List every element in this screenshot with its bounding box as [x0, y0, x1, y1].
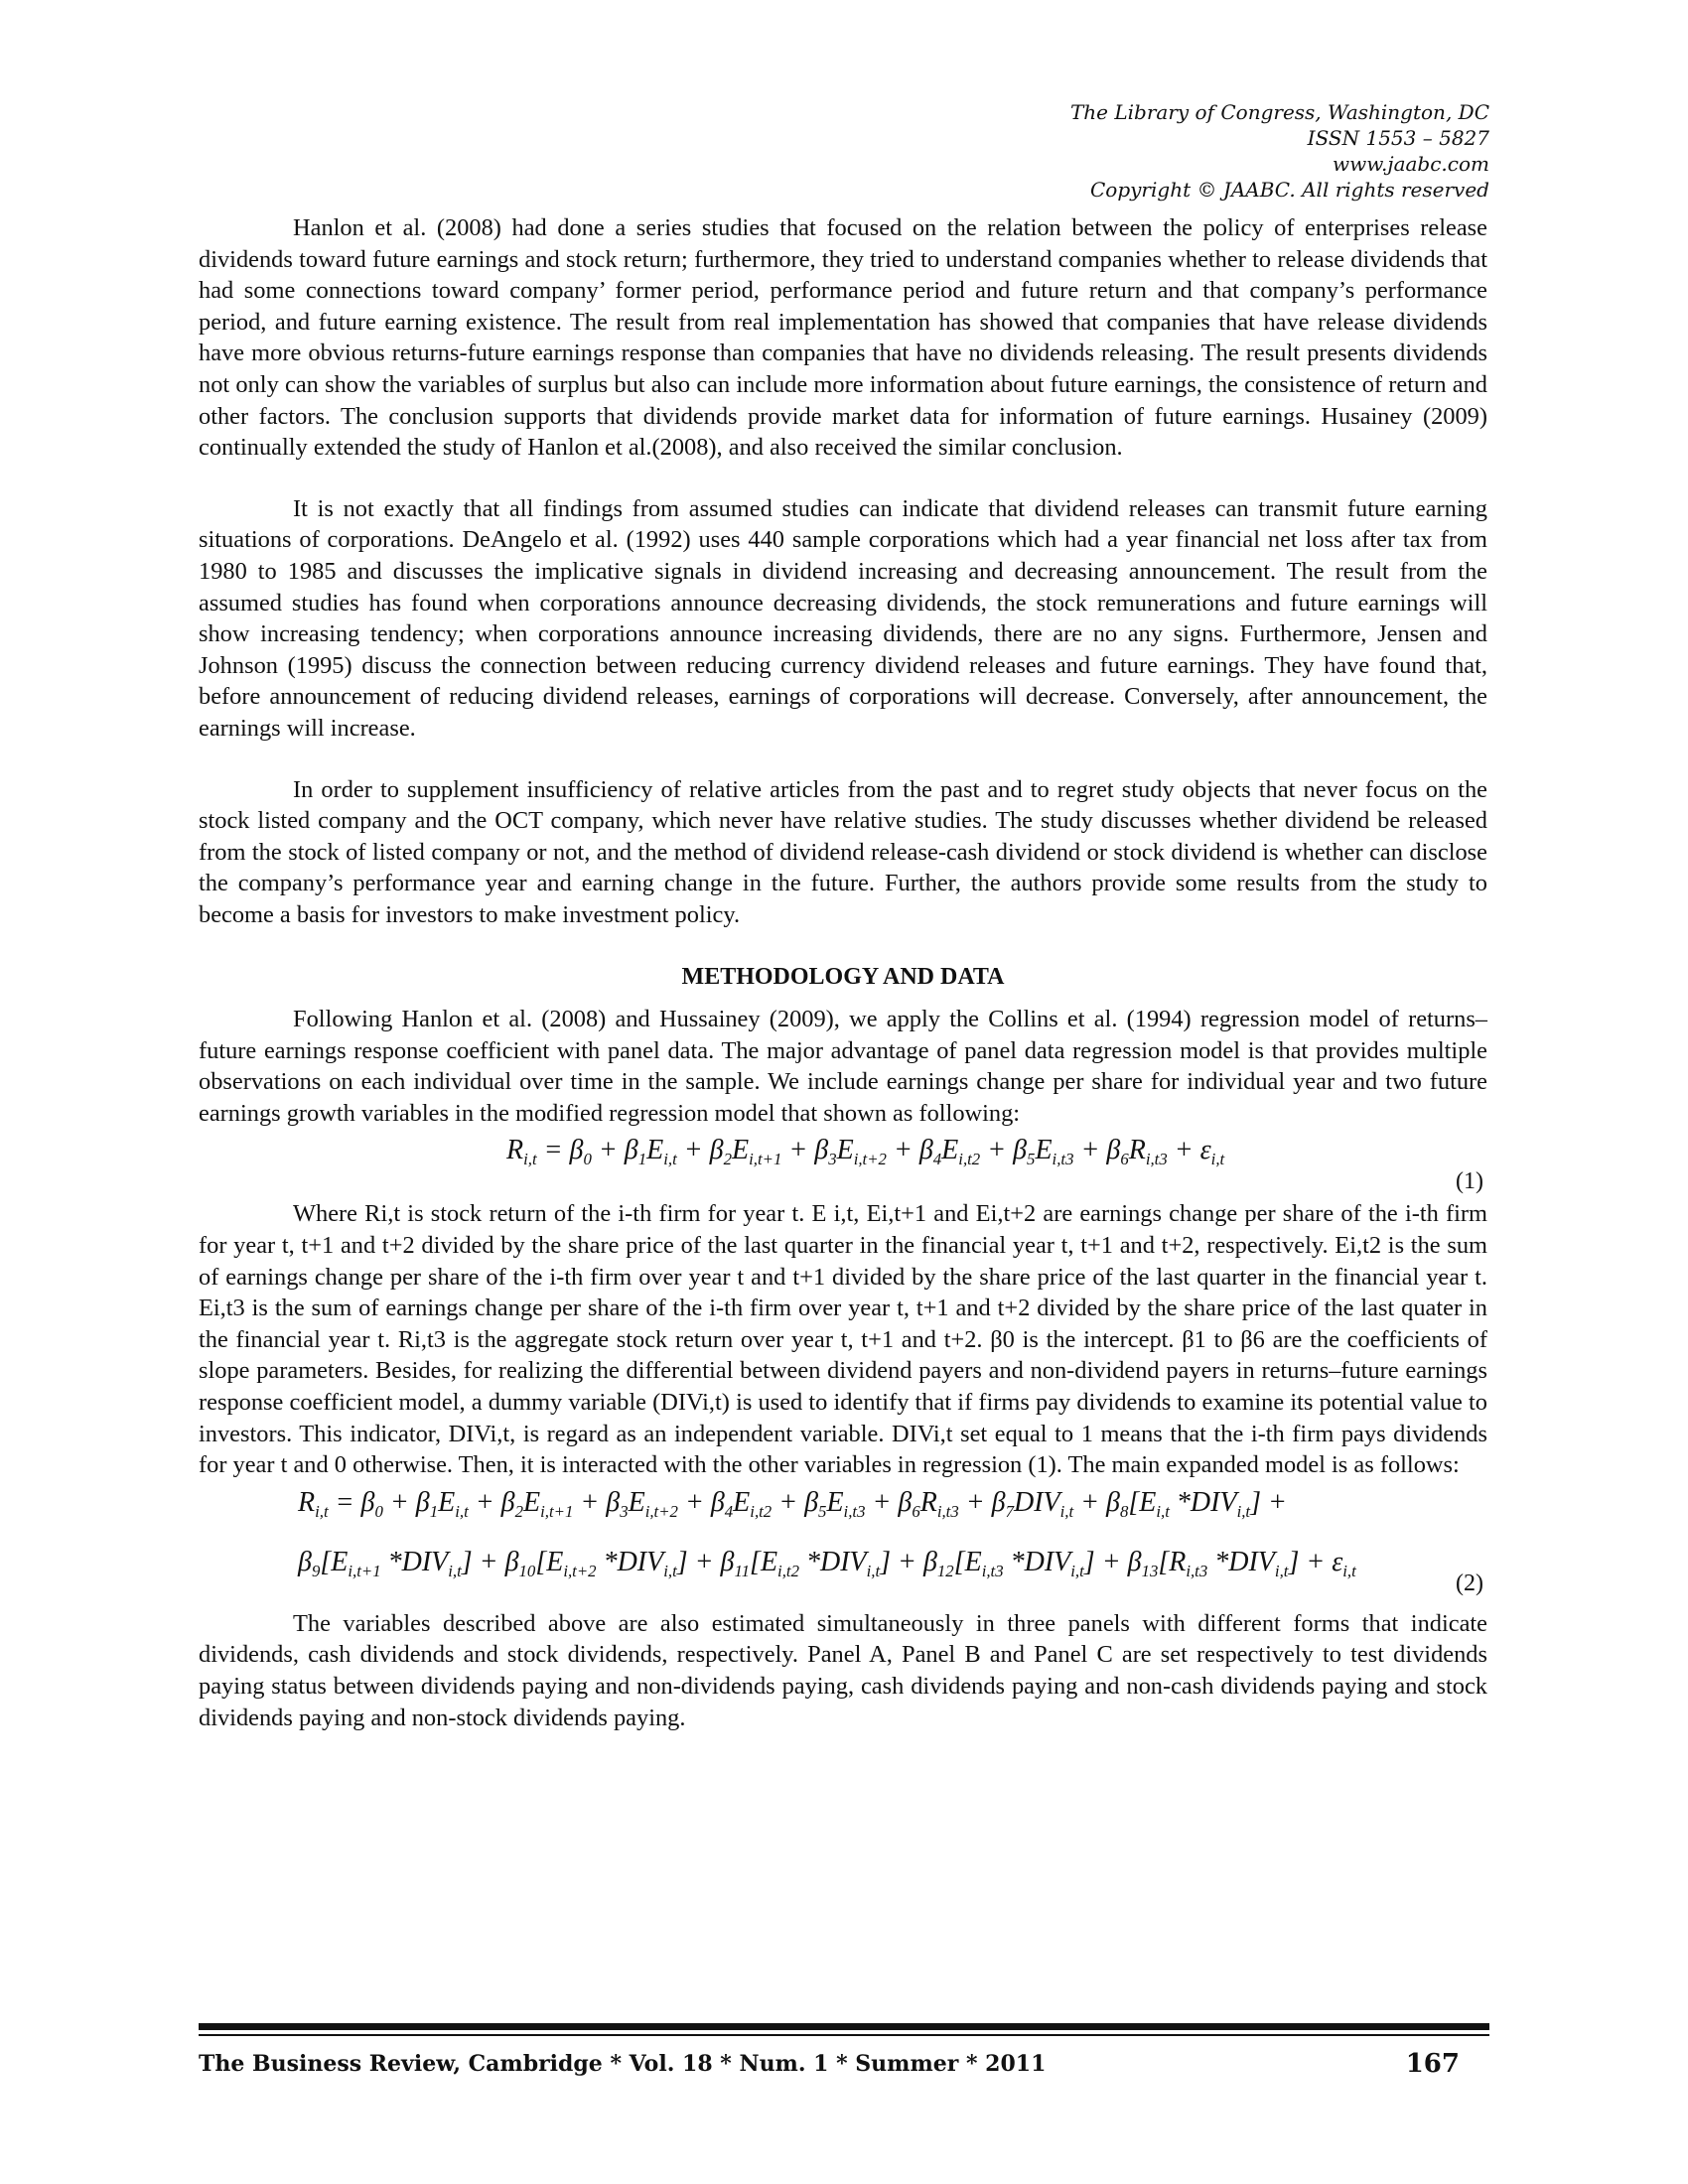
header-publisher: The Library of Congress, Washington, DC — [1069, 100, 1489, 124]
method-paragraph: Following Hanlon et al. (2008) and Hussainey (2009), we apply the Collins et al. (1994) regression model of returns–future earnings response coefficient with panel data. The major advantage of panel data regression model is that provides multiple observations on each individual over time in the sample. We include earnings change per share for individual year and two future earnings growth variables in the modified regression model that shown as following: — [199, 1006, 1487, 1127]
equation-2-line-1: $R_{i,t} = \beta_0 + \beta_1E_{i,t} + \beta_2E_{i,t+1} + \beta_3E_{i,t+2} + \beta_4E_{i,t2} + \beta_5E_{i,t3} + \beta_6R_{i,t3} + \beta_7DIV_{i,t} + \beta_8[E_{i,t}$ $*DIV_{i,t}$] + — [298, 1486, 1287, 1521]
running-footer — [199, 2047, 1489, 2083]
header-copyright: Copyright © JAABC. All rights reserved — [1089, 178, 1489, 202]
footer-rule-thick — [199, 2023, 1489, 2030]
footer-rule-thin — [199, 2034, 1489, 2036]
equation-1-number: (1) — [1456, 1168, 1483, 1195]
where-paragraph: Where Ri,t is stock return of the i-th firm for year t. E i,t, Ei,t+1 and Ei,t+2 are earnings change per share of the i-th firm for year t, t+1 and t+2 divided by the share price of the last quarter in the financial year t, t+1 and t+2, respectively. Ei,t2 is the sum of earnings change per share of the i-th firm over year t and t+1 divided by the share price of the last quarter in the financial year t. Ei,t3 is the sum of earnings change per share of the i-th firm over year t, t+1 and t+2 divided by the share price of the last quater in the financial year t. Ri,t3 is the aggregate stock return over year t, t+1 and t+2. β0 is the intercept. β1 to β6 are the coefficients of slope parameters. Besides, for realizing the differential between dividend payers and non-dividend payers in returns–future earnings response coefficient model, a dummy variable (DIVi,t) is used to identify that if firms pay dividends to examine its potential value to investors. This indicator, DIVi,t, is regard as an independent variable. DIVi,t set equal to 1 means that the i-th firm pays dividends for year t and 0 otherwise. Then, it is interacted with the other variables in regression (1). The main expanded model is as follows: — [199, 1200, 1487, 1479]
running-header — [794, 99, 1489, 203]
equation-1-expression: $R_{i,t} = \beta_0 + \beta_1E_{i,t} + \beta_2E_{i,t+1} + \beta_3E_{i,t+2} + \beta_4E_{i,t2} + \beta_5E_{i,t3} + \beta_6R_{i,t3} + \varepsilon_{i,t}$ — [506, 1135, 1225, 1169]
equation-2-line-2: $\beta_9[E_{i,t+1}$ $*DIV_{i,t}] + \beta_{10}[E_{i,t+2}$ $*DIV_{i,t}] + \beta_{11}[E_{i,t2}$ $*DIV_{i,t}] + \beta_{12}[E_{i,t3}$ $*DIV_{i,t}] + \beta_{13}[R_{i,t3}$ $*DIV_{i,t}] + \varepsilon_{i,t}$ — [298, 1546, 1356, 1580]
equation-2-number: (2) — [1456, 1570, 1483, 1596]
paragraph-3: In order to supplement insufficiency of relative articles from the past and to regret study objects that never focus on the stock listed company and the OCT company, which never have relative studies. The study discusses whether dividend be released from the stock of listed company or not, and the method of dividend release-cash dividend or stock dividend is whether can disclose the company’s performance year and earning change in the future. Further, the authors provide some results from the study to become a basis for investors to make investment policy. — [199, 775, 1487, 928]
header-issn: ISSN 1553 – 5827 — [1307, 126, 1489, 150]
paragraph-1: Hanlon et al. (2008) had done a series studies that focused on the relation between the policy of enterprises release dividends toward future earnings and stock return; furthermore, they tried to understand companies whether to release dividends that had some connections toward company’ former period, performance period and future return and that company’s performance period, and future earning existence. The result from real implementation has showed that companies that have release dividends have more obvious returns-future earnings response than companies that have no dividends releasing. The result presents dividends not only can show the variables of surplus but also can include more information about future earnings, the consistence of return and other factors. The conclusion supports that dividends provide market data for information of future earnings. Husainey (2009) continually extended the study of Hanlon et al.(2008), and also received the similar conclusion. — [199, 214, 1487, 462]
final-paragraph: The variables described above are also estimated simultaneously in three panels with different forms that indicate dividends, cash dividends and stock dividends, respectively. Panel A, Panel B and Panel C are set respectively to test dividends paying status between dividends paying and non-dividends paying, cash dividends paying and non-cash dividends paying and stock dividends paying and non-stock dividends paying. — [199, 1609, 1487, 1731]
page-number: 167 — [1405, 2049, 1460, 2079]
header-website: www.jaabc.com — [1333, 152, 1489, 176]
equation-2 — [199, 1481, 1487, 1608]
paragraph-2: It is not exactly that all findings from assumed studies can indicate that dividend releases can transmit future earning situations of corporations. DeAngelo et al. (1992) uses 440 sample corporations which had a year financial net loss after tax from 1980 to 1985 and discusses the implicative signals in dividend increasing and decreasing announcement. The result from the assumed studies has found when corporations announce decreasing dividends, the stock remunerations and future earnings will show increasing tendency; when corporations announce increasing dividends, there are no any signs. Furthermore, Jensen and Johnson (1995) discuss the connection between reducing currency dividend releases and future earnings. They have found that, before announcement of reducing dividend releases, earnings of corporations will decrease. Conversely, after announcement, the earnings will increase. — [199, 494, 1487, 742]
article-body — [199, 212, 1487, 1733]
section-heading: METHODOLOGY AND DATA — [681, 964, 1005, 991]
footer-journal-info: The Business Review, Cambridge * Vol. 18 * Num. 1 * Summer * 2011 — [199, 2051, 1047, 2077]
equation-1 — [199, 1129, 1487, 1198]
